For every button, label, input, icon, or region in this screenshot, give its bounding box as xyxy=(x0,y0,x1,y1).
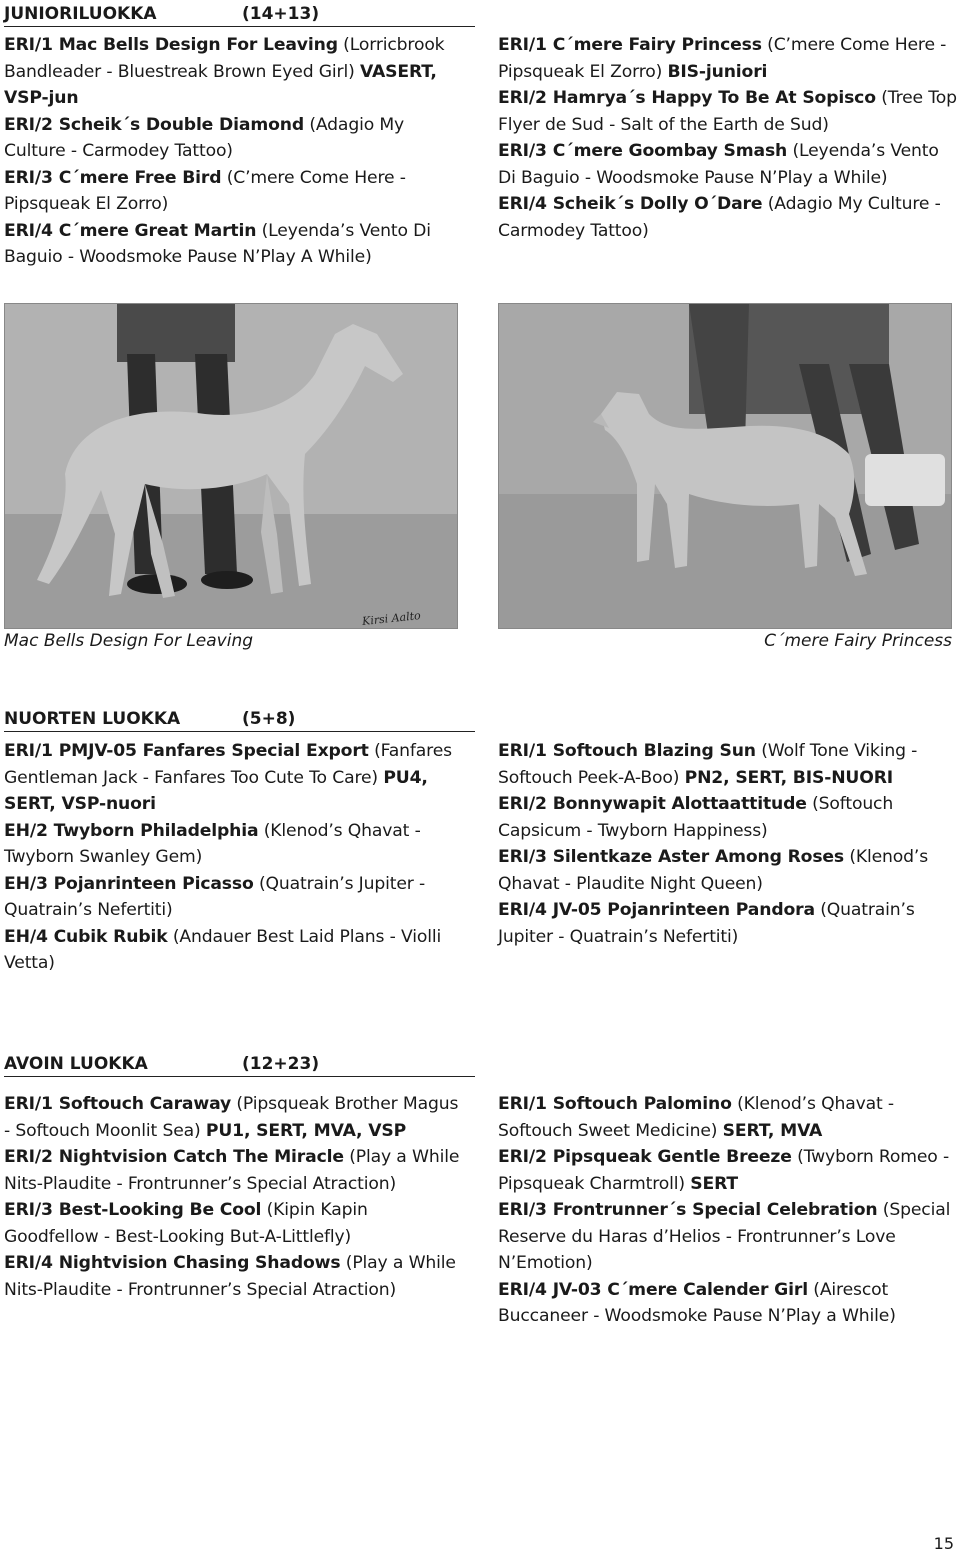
section-title-text: AVOIN LUOKKA xyxy=(4,1054,148,1074)
results-column-right xyxy=(498,1091,958,1330)
result-entry: ERI/4 JV-05 Pojanrinteen Pandora (Quatrain’s Jupiter - Quatrain’s Nefertiti) xyxy=(498,900,915,947)
result-entry: EH/2 Twyborn Philadelphia (Klenod’s Qhavat - Twyborn Swanley Gem) xyxy=(4,820,421,867)
result-entry: ERI/4 Scheik´s Dolly O´Dare (Adagio My Culture - Carmodey Tattoo) xyxy=(498,194,941,241)
results-column-left xyxy=(4,32,464,271)
result-entry: ERI/1 Softouch Palomino (Klenod’s Qhavat - Softouch Sweet Medicine) SERT, MVA xyxy=(498,1094,894,1141)
result-entry: ERI/4 JV-03 C´mere Calender Girl (Airescot Buccaneer - Woodsmoke Pause N’Play a While) xyxy=(498,1279,896,1326)
result-entry: EH/4 Cubik Rubik (Andauer Best Laid Plans - Violli Vetta) xyxy=(4,926,442,973)
result-entry: ERI/3 Frontrunner´s Special Celebration (Special Reserve du Haras d’Helios - Frontrunner’s Love N’Emotion) xyxy=(498,1200,951,1273)
result-entry: EH/3 Pojanrinteen Picasso (Quatrain’s Jupiter - Quatrain’s Nefertiti) xyxy=(4,873,426,920)
result-entry: ERI/1 Softouch Caraway (Pipsqueak Brother Magus - Softouch Moonlit Sea) PU1, SERT, MVA, VSP xyxy=(4,1094,459,1141)
photographer-signature: Kirsi Aalto xyxy=(361,608,422,629)
result-entry: ERI/3 C´mere Free Bird (C’mere Come Here - Pipsqueak El Zorro) xyxy=(4,167,406,214)
section-title-text: JUNIORILUOKKA xyxy=(4,4,157,24)
result-entry: ERI/4 C´mere Great Martin (Leyenda’s Vento Di Baguio - Woodsmoke Pause N’Play A While) xyxy=(4,220,431,267)
dog-photo-right xyxy=(499,304,951,628)
section-count: (12+23) xyxy=(242,1054,320,1074)
page-number: 15 xyxy=(933,1534,954,1553)
result-entry: ERI/2 Pipsqueak Gentle Breeze (Twyborn Romeo - Pipsqueak Charmtroll) SERT xyxy=(498,1147,950,1194)
photo-mac-bells-design xyxy=(4,303,458,629)
section-count: (14+13) xyxy=(242,4,320,24)
result-entry: ERI/3 Best-Looking Be Cool (Kipin Kapin Goodfellow - Best-Looking But-A-Littlefly) xyxy=(4,1200,368,1247)
result-entry: ERI/1 Softouch Blazing Sun (Wolf Tone Viking - Softouch Peek-A-Boo) PN2, SERT, BIS-NUORI xyxy=(498,741,918,788)
result-entry: ERI/1 PMJV-05 Fanfares Special Export (Fanfares Gentleman Jack - Fanfares Too Cute To Care) PU4, SERT, VSP-nuori xyxy=(4,741,452,814)
section-title-junioriluokka xyxy=(4,3,475,27)
photo-caption-right: C´mere Fairy Princess xyxy=(764,631,952,651)
results-column-left xyxy=(4,1091,464,1303)
photo-cmere-fairy-princess xyxy=(498,303,952,629)
result-entry: ERI/3 C´mere Goombay Smash (Leyenda’s Vento Di Baguio - Woodsmoke Pause N’Play a While) xyxy=(498,141,939,188)
result-entry: ERI/2 Nightvision Catch The Miracle (Play a While Nits-Plaudite - Frontrunner’s Special Atraction) xyxy=(4,1147,460,1194)
results-column-right xyxy=(498,738,958,950)
result-entry: ERI/1 C´mere Fairy Princess (C’mere Come Here - Pipsqueak El Zorro) BIS-juniori xyxy=(498,35,947,82)
result-entry: ERI/2 Scheik´s Double Diamond (Adagio My Culture - Carmodey Tattoo) xyxy=(4,114,405,161)
result-entry: ERI/2 Bonnywapit Alottaattitude (Softouch Capsicum - Twyborn Happiness) xyxy=(498,794,894,841)
results-column-right xyxy=(498,32,958,244)
section-title-nuorten-luokka xyxy=(4,708,475,732)
photo-caption-left: Mac Bells Design For Leaving xyxy=(4,631,254,651)
section-title-avoin-luokka xyxy=(4,1053,475,1077)
result-entry: ERI/3 Silentkaze Aster Among Roses (Klenod’s Qhavat - Plaudite Night Queen) xyxy=(498,847,929,894)
dog-photo-left xyxy=(5,304,457,628)
result-entry: ERI/1 Mac Bells Design For Leaving (Lorricbrook Bandleader - Bluestreak Brown Eyed Girl) VASERT, VSP-jun xyxy=(4,35,445,108)
result-entry: ERI/4 Nightvision Chasing Shadows (Play a While Nits-Plaudite - Frontrunner’s Special Atraction) xyxy=(4,1253,456,1300)
result-entry: ERI/2 Hamrya´s Happy To Be At Sopisco (Tree Top Flyer de Sud - Salt of the Earth de Sud) xyxy=(498,88,957,135)
results-column-left xyxy=(4,738,464,977)
section-title-text: NUORTEN LUOKKA xyxy=(4,709,181,729)
section-count: (5+8) xyxy=(242,709,296,729)
